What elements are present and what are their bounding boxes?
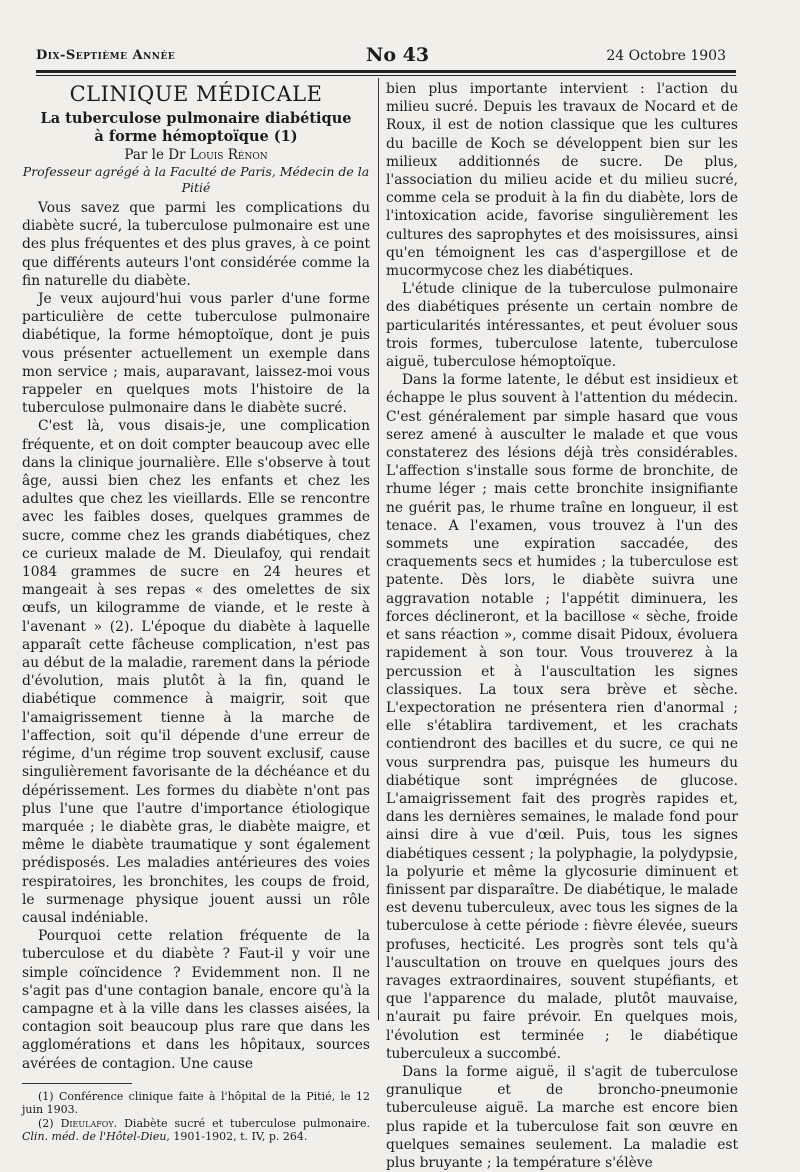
paragraph: bien plus importante intervient : l'action du milieu sucré. Depuis les travaux de Nocard et de Roux, il est de notion classique que les cultures du bacille de Koch se développent bien sur les milieux additionnés de sucre. De plus, l'association du milieu acide et du milieu sucré, comme cela se produit à la fin du diabète, lors de l'intoxication acide, favorise singulièrement les cultures des saprophytes et des moisissures, ainsi qu'en témoignent les cas d'aspergillose et de mucormycose chez les diabétiques.	[386, 81, 738, 280]
column-divider	[378, 78, 379, 1020]
paragraph: Dans la forme latente, le début est insidieux et échappe le plus souvent à l'attention du médecin. C'est généralement par simple hasard que vous serez amené à ausculter le malade et que vous constaterez des lésions déjà très considérables. L'affection s'installe sous forme de bronchite, de rhume léger ; mais cette bronchite insignifiante ne guérit pas, le rhume traîne en longueur, il est tenace. A l'examen, vous trouvez à l'un des sommets une expiration saccadée, des craquements secs et humides ; la tuberculose est patente. Dès lors, le diabète suivra une aggravation notable ; l'appétit diminuera, les forces déclineront, et la bacillose « sèche, froide et sans réaction », comme disait Pidoux, évoluera rapidement à son tour. Vous trouverez à la percussion et à l'auscultation les signes classiques. La toux sera brève et sèche. L'expectoration ne présentera rien d'anormal ; elle s'établira tardivement, et les crachats contiendront des bacilles et du sucre, ce qui ne vous surprendra pas, puisque les humeurs du diabétique sont imprégnées de glucose. L'amaigrissement fait des progrès rapides et, dans les dernières semaines, le malade fond pour ainsi dire à vue d'œil. Puis, tous les signes diabétiques cessent ; la polyphagie, la polydypsie, la polyurie et même la glycosurie diminuent et finissent par disparaître. De diabétique, le malade est devenu tuberculeux, avec tous les signes de la tuberculose à cette période : fièvre élevée, sueurs profuses, hecticité. Les progrès sont tels qu'à l'auscultation on trouve en quelques jours des ravages extraordinaires, souvent stupéfiants, et que l'apparence du malade, plutôt mauvaise, n'aurait pu faire prévoir. En quelques mois, l'évolution est terminée ; le diabétique tuberculeux a succombé.	[386, 372, 738, 1062]
header-rule-thin	[36, 75, 736, 76]
paragraph: Dans la forme aiguë, il s'agit de tuberculose granulique et de broncho-pneumonie tuberculeuse aiguë. La marche est encore bien plus rapide et la tuberculose fait son œuvre en quelques semaines seulement. La maladie est plus bruyante ; la température s'élève	[386, 1063, 738, 1171]
footnote-1: (1) Conférence clinique faite à l'hôpital de la Pitié, le 12 juin 1903.	[22, 1089, 370, 1117]
paragraph: Je veux aujourd'hui vous parler d'une forme particulière de cette tuberculose pulmonaire diabétique, la forme hémoptoïque, dont je puis vous présenter actuellement un exemple dans mon service ; mais, auparavant, laissez-moi vous rappeler en quelques mots l'histoire de la tuberculose pulmonaire dans le diabète sucré.	[22, 291, 370, 417]
paragraph: Pourquoi cette relation fréquente de la tuberculose et du diabète ? Faut-il y voir une simple coïncidence ? Evidemment non. Il ne s'agit pas d'une contagion banale, encore qu'à la campagne et à la ville dans les classes aisées, la contagion soit beaucoup plus rare que dans les agglomérations et dans les hôpitaux, sources avérées de contagion. Une cause	[22, 928, 370, 1072]
article-title-line-1: La tuberculose pulmonaire diabétique	[40, 110, 352, 127]
byline	[22, 147, 370, 164]
header-year: Dix-Septième Année	[36, 48, 176, 63]
footnote-2-author: Dieulafoy	[60, 1116, 114, 1130]
header-issue-number: No 43	[366, 44, 430, 66]
paragraph: Vous savez que parmi les complications du diabète sucré, la tuberculose pulmonaire est une des plus fréquentes et des plus graves, à ce point que différents auteurs l'ont considérée comme la fin naturelle du diabète.	[22, 200, 370, 289]
section-title: CLINIQUE MÉDICALE	[69, 82, 323, 106]
right-column	[386, 80, 738, 1172]
left-column	[22, 80, 370, 1144]
paragraph: L'étude clinique de la tuberculose pulmonaire des diabétiques présente un certain nombre de particularités intéressantes, et peut évoluer sous trois formes, tuberculose latente, tuberculose aiguë, tuberculose hémoptoïque.	[386, 281, 738, 371]
footnote-2	[22, 1117, 370, 1144]
header-rule-thick	[36, 70, 736, 73]
article-title-line-2: à forme hémoptoïque (1)	[94, 128, 298, 145]
author-name: Louis Rénon	[189, 147, 268, 163]
author-affiliation: Professeur agrégé à la Faculté de Paris, Médecin de la Pitié	[22, 164, 370, 195]
paragraph: C'est là, vous disais-je, une complication fréquente, et on doit compter beaucoup avec elle dans la clinique journalière. Elle s'observe à tout âge, aussi bien chez les enfants et chez les adultes que chez les vieillards. Elle se rencontre avec les faibles doses, quelques grammes de sucre, comme chez les grands diabétiques, chez ce curieux malade de M. Dieulafoy, qui rendait 1084 grammes de sucre en 24 heures et mangeait à ses repas « des omelettes de six œufs, un kilogramme de viande, et le reste à l'avenant » (2). L'époque du diabète à laquelle apparaît cette fâcheuse complication, n'est pas au début de la maladie, rarement dans la période d'évolution, mais plutôt à la fin, quand le diabétique commence à maigrir, soit que l'amaigrissement tienne à la marche de l'affection, soit qu'il dépende d'une erreur de régime, d'un régime trop souvent exclusif, cause singulièrement favorisante de la déchéance et du dépérissement. Les formes du diabète n'ont pas plus l'une que l'autre d'importance étiologique marquée ; le diabète gras, le diabète maigre, et même le diabète traumatique y sont également prédisposés. Les maladies antérieures des voies respiratoires, les bronchites, les coups de froid, le surmenage physique jouent aussi un rôle causal indéniable.	[22, 418, 370, 926]
footnote-2-end: , 1901-1902, t. IV, p. 264.	[166, 1130, 308, 1144]
footnote-2-number: (2)	[38, 1116, 61, 1130]
footnote-2-text: . Diabète sucré et tuberculose pulmonaire.	[113, 1116, 370, 1130]
footnote-rule	[22, 1083, 132, 1084]
running-header	[36, 44, 726, 70]
header-date: 24 Octobre 1903	[606, 48, 726, 64]
byline-prefix: Par le Dr	[124, 147, 186, 163]
footnote-2-source: Clin. méd. de l'Hôtel-Dieu	[22, 1130, 167, 1144]
